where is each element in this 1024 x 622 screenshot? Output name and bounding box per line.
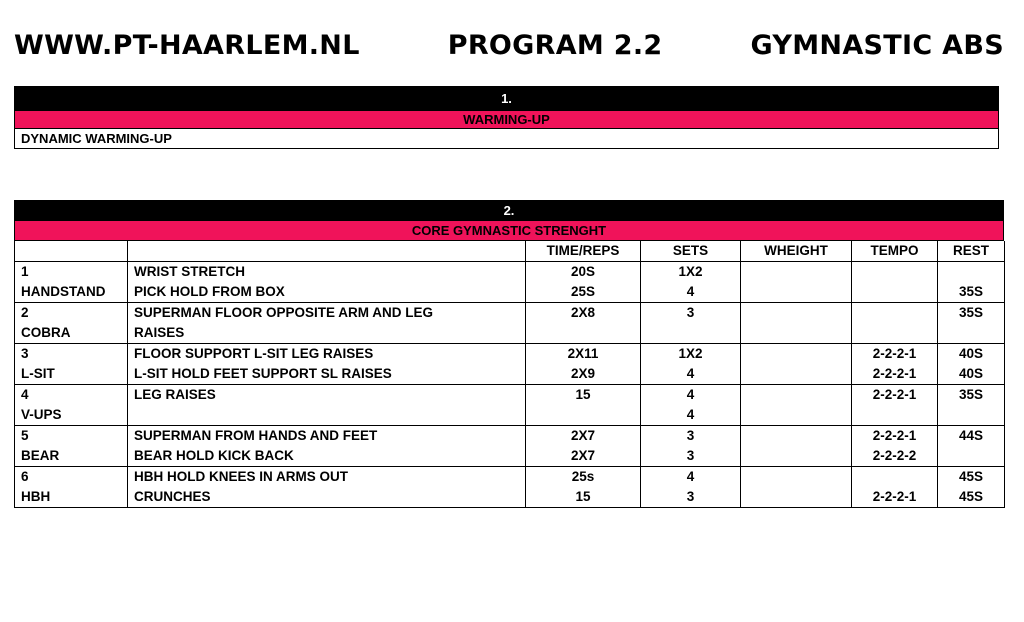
table-row	[15, 467, 1005, 488]
exercise-name-cell: LEG RAISES	[128, 385, 526, 406]
exercise-name-cell	[128, 405, 526, 426]
row-number-or-group-cell: V-UPS	[15, 405, 128, 426]
rest-cell: 45S	[938, 487, 1005, 508]
tempo-cell: 2-2-2-1	[852, 385, 938, 406]
rest-cell: 40S	[938, 364, 1005, 385]
exercise-name-cell: FLOOR SUPPORT L-SIT LEG RAISES	[128, 344, 526, 365]
table-row	[15, 303, 1005, 324]
tempo-cell: 2-2-2-2	[852, 446, 938, 467]
time-reps-cell: 2X11	[526, 344, 641, 365]
tempo-cell	[852, 323, 938, 344]
sets-cell: 1X2	[641, 262, 741, 283]
column-header-weight: WHEIGHT	[741, 241, 852, 262]
sets-cell: 4	[641, 405, 741, 426]
section-title: WARMING-UP	[14, 111, 999, 129]
rest-cell: 35S	[938, 303, 1005, 324]
rest-cell: 45S	[938, 467, 1005, 488]
rest-cell	[938, 405, 1005, 426]
time-reps-cell: 2X8	[526, 303, 641, 324]
warmup-item: DYNAMIC WARMING-UP	[14, 129, 999, 149]
weight-cell	[741, 446, 852, 467]
exercise-name-cell: WRIST STRETCH	[128, 262, 526, 283]
weight-cell	[741, 487, 852, 508]
tempo-cell	[852, 467, 938, 488]
exercise-name-cell: HBH HOLD KNEES IN ARMS OUT	[128, 467, 526, 488]
section-number: 2.	[14, 200, 1004, 221]
time-reps-cell: 15	[526, 487, 641, 508]
row-number-or-group-cell: BEAR	[15, 446, 128, 467]
table-row	[15, 446, 1005, 467]
page-title	[14, 30, 1004, 61]
weight-cell	[741, 426, 852, 447]
time-reps-cell: 2X7	[526, 426, 641, 447]
weight-cell	[741, 364, 852, 385]
column-header	[128, 241, 526, 262]
tempo-cell: 2-2-2-1	[852, 487, 938, 508]
tempo-cell: 2-2-2-1	[852, 426, 938, 447]
column-header-rest: REST	[938, 241, 1005, 262]
row-number-or-group-cell: 2	[15, 303, 128, 324]
column-header-tempo: TEMPO	[852, 241, 938, 262]
table-row	[15, 262, 1005, 283]
row-number-or-group-cell: HANDSTAND	[15, 282, 128, 303]
time-reps-cell: 25s	[526, 467, 641, 488]
tempo-cell	[852, 262, 938, 283]
table-row	[15, 385, 1005, 406]
table-row	[15, 405, 1005, 426]
exercise-table	[14, 241, 1005, 508]
exercise-name-cell: RAISES	[128, 323, 526, 344]
exercise-name-cell: SUPERMAN FROM HANDS AND FEET	[128, 426, 526, 447]
rest-cell: 44S	[938, 426, 1005, 447]
table-row	[15, 344, 1005, 365]
exercise-name-cell: PICK HOLD FROM BOX	[128, 282, 526, 303]
tempo-cell	[852, 282, 938, 303]
exercise-name-cell: BEAR HOLD KICK BACK	[128, 446, 526, 467]
weight-cell	[741, 344, 852, 365]
weight-cell	[741, 385, 852, 406]
column-header-time-reps: TIME/REPS	[526, 241, 641, 262]
column-header-sets: SETS	[641, 241, 741, 262]
tempo-cell	[852, 405, 938, 426]
sets-cell: 1X2	[641, 344, 741, 365]
row-number-or-group-cell: 5	[15, 426, 128, 447]
rest-cell: 35S	[938, 282, 1005, 303]
section-warming-up	[14, 86, 999, 149]
table-row	[15, 282, 1005, 303]
time-reps-cell: 2X7	[526, 446, 641, 467]
sets-cell: 4	[641, 364, 741, 385]
rest-cell: 40S	[938, 344, 1005, 365]
section-core	[14, 200, 1004, 508]
tempo-cell: 2-2-2-1	[852, 344, 938, 365]
sets-cell: 4	[641, 282, 741, 303]
time-reps-cell	[526, 405, 641, 426]
section-number: 1.	[14, 86, 999, 111]
row-number-or-group-cell: COBRA	[15, 323, 128, 344]
section-title: CORE GYMNASTIC STRENGHT	[14, 221, 1004, 241]
table-row	[15, 364, 1005, 385]
exercise-name-cell: L-SIT HOLD FEET SUPPORT SL RAISES	[128, 364, 526, 385]
time-reps-cell: 20S	[526, 262, 641, 283]
sets-cell: 3	[641, 426, 741, 447]
row-number-or-group-cell: L-SIT	[15, 364, 128, 385]
time-reps-cell	[526, 323, 641, 344]
weight-cell	[741, 282, 852, 303]
row-number-or-group-cell: 3	[15, 344, 128, 365]
time-reps-cell: 2X9	[526, 364, 641, 385]
weight-cell	[741, 323, 852, 344]
tempo-cell	[852, 303, 938, 324]
time-reps-cell: 15	[526, 385, 641, 406]
exercise-name-cell: CRUNCHES	[128, 487, 526, 508]
sets-cell: 4	[641, 467, 741, 488]
time-reps-cell: 25S	[526, 282, 641, 303]
weight-cell	[741, 262, 852, 283]
row-number-or-group-cell: HBH	[15, 487, 128, 508]
table-row	[15, 487, 1005, 508]
sets-cell: 3	[641, 446, 741, 467]
weight-cell	[741, 303, 852, 324]
weight-cell	[741, 467, 852, 488]
rest-cell	[938, 323, 1005, 344]
rest-cell: 35S	[938, 385, 1005, 406]
weight-cell	[741, 405, 852, 426]
sets-cell: 4	[641, 385, 741, 406]
sets-cell: 3	[641, 303, 741, 324]
sets-cell	[641, 323, 741, 344]
row-number-or-group-cell: 6	[15, 467, 128, 488]
row-number-or-group-cell: 4	[15, 385, 128, 406]
exercise-name-cell: SUPERMAN FLOOR OPPOSITE ARM AND LEG	[128, 303, 526, 324]
rest-cell	[938, 446, 1005, 467]
sets-cell: 3	[641, 487, 741, 508]
table-row	[15, 426, 1005, 447]
site-title: WWW.PT-HAARLEM.NL	[14, 30, 360, 61]
row-number-or-group-cell: 1	[15, 262, 128, 283]
tempo-cell: 2-2-2-1	[852, 364, 938, 385]
subject-title: GYMNASTIC ABS	[750, 30, 1004, 61]
table-header-row	[15, 241, 1005, 262]
table-row	[15, 323, 1005, 344]
rest-cell	[938, 262, 1005, 283]
column-header	[15, 241, 128, 262]
program-title: PROGRAM 2.2	[447, 30, 663, 61]
